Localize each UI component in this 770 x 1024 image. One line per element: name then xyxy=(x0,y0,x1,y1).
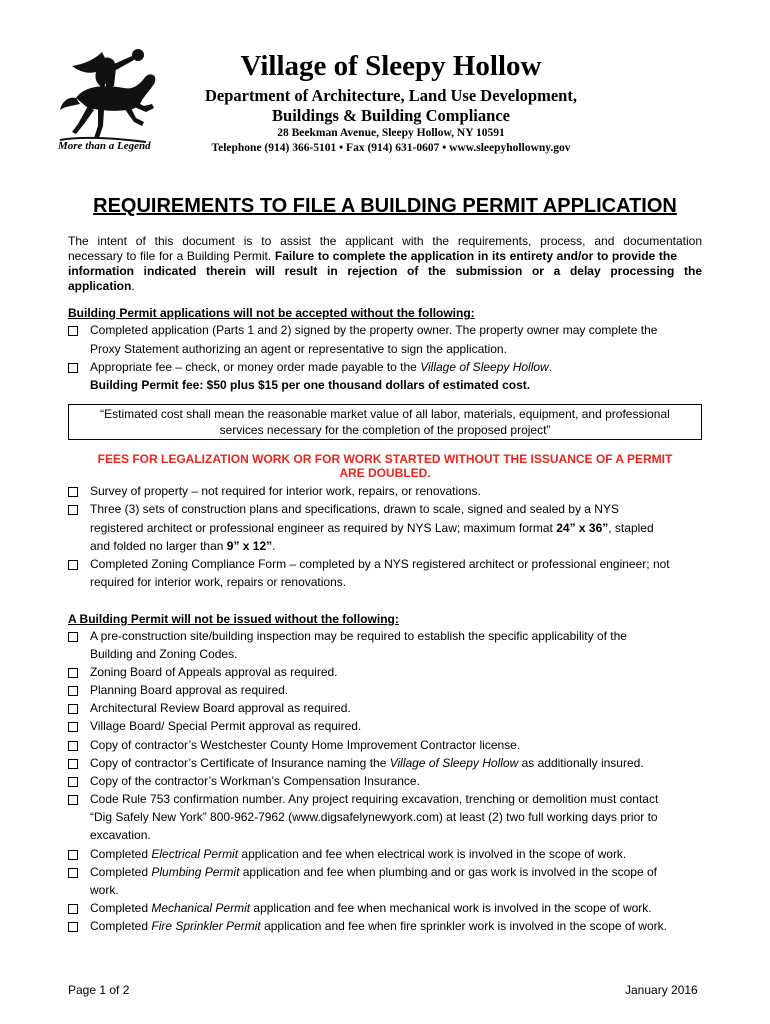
section-heading: A Building Permit will not be issued without the following: xyxy=(68,612,399,626)
logo-tagline: More than a Legend xyxy=(58,140,151,152)
list-item: Survey of property – not required for interior work, repairs, or renovations. xyxy=(90,484,481,498)
item-text: Completed xyxy=(90,919,152,933)
list-item: Completed application (Parts 1 and 2) signed by the property owner. The property owner may complete the xyxy=(90,323,658,337)
list-item xyxy=(90,845,626,863)
section-heading: Building Permit applications will not be accepted without the following: xyxy=(68,306,475,320)
list-item xyxy=(90,863,657,881)
fee-warning: ARE DOUBLED. xyxy=(339,466,431,480)
item-text-italic: Fire Sprinkler Permit xyxy=(151,919,261,933)
fee-warning: FEES FOR LEGALIZATION WORK OR FOR WORK STARTED WITHOUT THE ISSUANCE OF A PERMIT xyxy=(97,452,673,466)
intro-line: The intent of this document is to assist the applicant with the requirements, process, and documentation xyxy=(68,234,702,248)
department-name-line2: Buildings & Building Compliance xyxy=(272,106,510,125)
checkbox[interactable] xyxy=(68,777,78,787)
list-item: Code Rule 753 confirmation number. Any project requiring excavation, trenching or demolition must contact xyxy=(90,792,659,806)
list-item-continued: Building and Zoning Codes. xyxy=(90,647,238,661)
page-number: Page 1 of 2 xyxy=(68,983,130,997)
item-text: Copy of contractor’s Certificate of Insurance naming the xyxy=(90,756,390,770)
checkbox[interactable] xyxy=(68,795,78,805)
checkbox[interactable] xyxy=(68,487,78,497)
item-text: application and fee when fire sprinkler work is involved in the scope of work. xyxy=(260,919,667,933)
list-item: Three (3) sets of construction plans and specifications, drawn to scale, signed and sealed by a NYS xyxy=(90,502,619,516)
item-text: as additionally insured. xyxy=(518,756,644,770)
item-text-bold: 24” x 36” xyxy=(556,521,609,535)
item-text: , stapled xyxy=(608,521,654,535)
list-item: Zoning Board of Appeals approval as required. xyxy=(90,665,338,679)
checkbox[interactable] xyxy=(68,505,78,515)
checkbox[interactable] xyxy=(68,326,78,336)
list-item-continued: required for interior work, repairs or renovations. xyxy=(90,575,347,589)
item-text-italic: Mechanical Permit xyxy=(151,901,251,915)
list-item-continued xyxy=(90,537,276,555)
list-item-continued: work. xyxy=(90,883,119,897)
item-text-bold: 9” x 12” xyxy=(226,539,273,553)
list-item: Planning Board approval as required. xyxy=(90,683,289,697)
list-item-continued xyxy=(90,519,654,537)
checkbox[interactable] xyxy=(68,686,78,696)
item-text-italic: Electrical Permit xyxy=(151,847,239,861)
definition-text: “Estimated cost shall mean the reasonable market value of all labor, materials, equipment, and professional xyxy=(100,407,670,421)
page-title: Village of Sleepy Hollow xyxy=(240,50,542,82)
item-text: . xyxy=(272,539,276,553)
intro-warning-text: application xyxy=(68,279,132,293)
list-item: A pre-construction site/building inspection may be required to establish the specific applicability of the xyxy=(90,629,627,643)
intro-line xyxy=(68,249,702,264)
definition-text: services necessary for the completion of the proposed project” xyxy=(219,423,551,437)
intro-warning-line: information indicated therein will result in rejection of the submission or a delay processing the xyxy=(68,264,702,278)
checkbox[interactable] xyxy=(68,741,78,751)
checkbox[interactable] xyxy=(68,922,78,932)
list-item xyxy=(90,358,552,376)
checkbox[interactable] xyxy=(68,704,78,714)
list-item: Architectural Review Board approval as required. xyxy=(90,701,351,715)
item-text: . xyxy=(548,360,553,374)
list-item: Copy of the contractor’s Workman’s Compensation Insurance. xyxy=(90,774,420,788)
item-text: Completed xyxy=(90,865,152,879)
intro-line xyxy=(68,279,135,294)
checkbox[interactable] xyxy=(68,868,78,878)
list-item: Copy of contractor’s Westchester County Home Improvement Contractor license. xyxy=(90,738,521,752)
item-text: Appropriate fee – check, or money order made payable to the xyxy=(90,360,421,374)
item-text: application and fee when mechanical work is involved in the scope of work. xyxy=(250,901,652,915)
checkbox[interactable] xyxy=(68,560,78,570)
intro-text: necessary to file for a Building Permit. xyxy=(68,249,275,263)
list-item-continued: “Dig Safely New York” 800-962-7962 (www.digsafelynewyork.com) at least (2) two full working days prior to xyxy=(90,810,658,824)
checkbox[interactable] xyxy=(68,632,78,642)
checkbox[interactable] xyxy=(68,759,78,769)
item-text: and folded no larger than xyxy=(90,539,227,553)
intro-text: . xyxy=(131,279,135,293)
item-text-italic: Plumbing Permit xyxy=(151,865,240,879)
list-item-continued: excavation. xyxy=(90,828,151,842)
item-text-italic: Village of Sleepy Hollow xyxy=(389,756,519,770)
list-item: Village Board/ Special Permit approval as required. xyxy=(90,719,362,733)
checkbox[interactable] xyxy=(68,363,78,373)
item-text: Completed xyxy=(90,847,152,861)
item-text: application and fee when electrical work is involved in the scope of work. xyxy=(238,847,627,861)
checkbox[interactable] xyxy=(68,850,78,860)
item-text: Completed xyxy=(90,901,152,915)
list-item xyxy=(90,899,652,917)
item-text-italic: Village of Sleepy Hollow xyxy=(420,360,549,374)
list-item xyxy=(90,754,644,772)
checkbox[interactable] xyxy=(68,722,78,732)
revision-date: January 2016 xyxy=(625,983,698,997)
department-name-line1: Department of Architecture, Land Use Development, xyxy=(205,86,577,105)
checkbox[interactable] xyxy=(68,668,78,678)
list-item: Completed Zoning Compliance Form – completed by a NYS registered architect or professional engineer; not xyxy=(90,557,670,571)
checkbox[interactable] xyxy=(68,904,78,914)
list-item-continued: Proxy Statement authorizing an agent or representative to sign the application. xyxy=(90,342,507,356)
item-text: application and fee when plumbing and or gas work is involved in the scope of xyxy=(239,865,657,879)
document-title: REQUIREMENTS TO FILE A BUILDING PERMIT APPLICATION xyxy=(93,195,677,217)
headless-horseman-icon xyxy=(54,46,164,146)
fee-statement: Building Permit fee: $50 plus $15 per one thousand dollars of estimated cost. xyxy=(90,378,531,392)
estimated-cost-definition-box xyxy=(68,404,702,440)
address: 28 Beekman Avenue, Sleepy Hollow, NY 10591 xyxy=(277,127,505,139)
contact-info: Telephone (914) 366-5101 • Fax (914) 631-0607 • www.sleepyhollowny.gov xyxy=(211,142,571,154)
list-item xyxy=(90,917,667,935)
item-text: registered architect or professional engineer as required by NYS Law; maximum format xyxy=(90,521,557,535)
intro-warning-text: Failure to complete the application in its entirety and/or to provide the xyxy=(274,249,677,263)
